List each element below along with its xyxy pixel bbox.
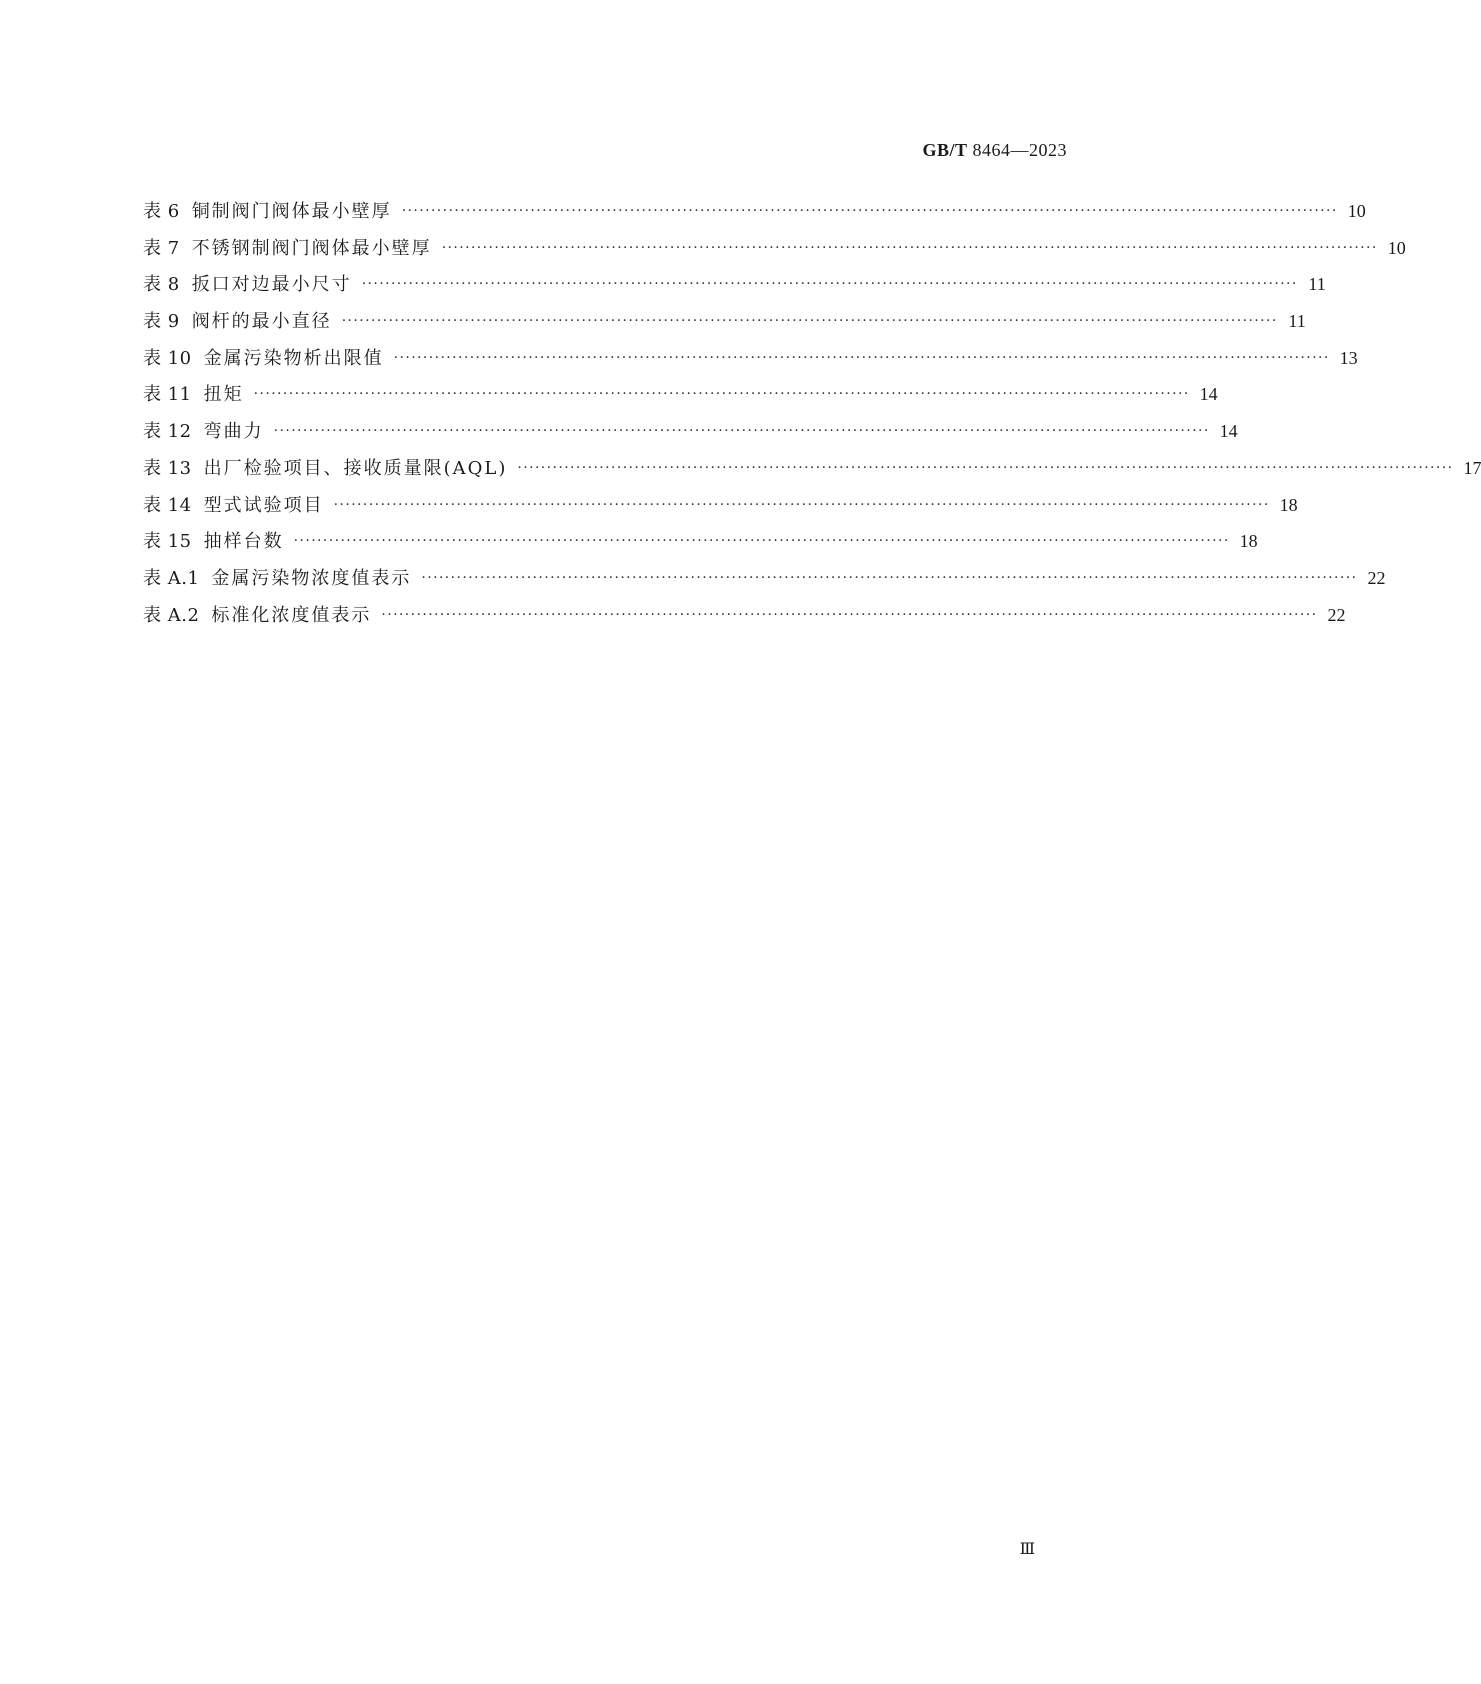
toc-dot-leader: ································································································································································ bbox=[293, 533, 1230, 550]
toc-entry-title: 抽样台数 bbox=[203, 531, 284, 553]
toc-entry-page: 10 bbox=[1347, 201, 1366, 221]
toc-entry[interactable] bbox=[143, 527, 1258, 564]
toc-entry-number: 表 9 bbox=[143, 311, 180, 333]
toc-entry-title: 扳口对边最小尺寸 bbox=[191, 274, 352, 296]
toc-dot-leader: ································································································································································ bbox=[253, 386, 1190, 403]
page-number: Ⅲ bbox=[1019, 1541, 1035, 1558]
toc-entry[interactable] bbox=[143, 197, 1366, 234]
toc-entry-title: 金属污染物析出限值 bbox=[203, 347, 384, 369]
toc-entry-title: 不锈钢制阀门阀体最小壁厚 bbox=[191, 237, 432, 259]
toc-entry-number: 表 14 bbox=[143, 494, 192, 516]
toc-entry[interactable] bbox=[143, 491, 1298, 528]
toc-entry-title: 标准化浓度值表示 bbox=[211, 604, 372, 626]
toc-entry[interactable] bbox=[143, 380, 1218, 417]
toc-entry[interactable] bbox=[143, 307, 1306, 344]
toc-entry-title: 阀杆的最小直径 bbox=[191, 311, 332, 333]
toc-entry-page: 11 bbox=[1308, 274, 1326, 295]
toc-entry[interactable] bbox=[143, 417, 1238, 454]
toc-entry[interactable] bbox=[143, 454, 1481, 491]
toc-entry-page: 11 bbox=[1288, 311, 1306, 332]
toc-entry-number: 表 11 bbox=[143, 384, 192, 406]
toc-entry-number: 表 15 bbox=[143, 531, 192, 553]
toc-dot-leader: ································································································································································ bbox=[273, 423, 1210, 440]
toc-entry[interactable] bbox=[143, 601, 1346, 638]
toc-entry-number: 表 12 bbox=[143, 421, 192, 443]
toc-dot-leader: ································································································································································ bbox=[361, 276, 1298, 293]
toc-entry-title: 铜制阀门阀体最小壁厚 bbox=[191, 201, 392, 222]
toc-entry-number: 表 6 bbox=[143, 201, 180, 222]
toc-entry[interactable] bbox=[143, 270, 1326, 307]
toc-entry-number: 表 A.1 bbox=[143, 567, 200, 589]
toc-entry-page: 13 bbox=[1339, 347, 1358, 368]
toc-entry-number: 表 10 bbox=[143, 347, 192, 369]
toc-entry[interactable] bbox=[143, 344, 1358, 381]
toc-entry-title: 扭矩 bbox=[203, 384, 244, 406]
toc-dot-leader: ································································································································································ bbox=[393, 349, 1330, 366]
toc-entry-page: 14 bbox=[1219, 421, 1238, 442]
toc-dot-leader: ································································································································································ bbox=[421, 569, 1358, 586]
toc-entry[interactable] bbox=[143, 564, 1386, 601]
toc-entry-title: 弯曲力 bbox=[203, 421, 264, 443]
table-of-contents bbox=[143, 197, 1481, 637]
toc-entry-number: 表 A.2 bbox=[143, 604, 200, 626]
toc-entry-page: 22 bbox=[1367, 567, 1386, 588]
standard-prefix: GB/T bbox=[922, 140, 968, 160]
toc-entry[interactable] bbox=[143, 234, 1406, 271]
toc-dot-leader: ································································································································································ bbox=[341, 313, 1278, 330]
toc-entry-page: 17 bbox=[1463, 457, 1481, 478]
toc-entry-number: 表 8 bbox=[143, 274, 180, 296]
toc-dot-leader: ································································································································································ bbox=[517, 459, 1454, 476]
standard-code-header bbox=[922, 140, 1067, 161]
toc-dot-leader: ································································································································································ bbox=[381, 606, 1318, 623]
toc-entry-title: 金属污染物浓度值表示 bbox=[211, 567, 412, 589]
toc-entry-page: 14 bbox=[1199, 384, 1218, 405]
toc-entry-title: 型式试验项目 bbox=[203, 494, 324, 516]
toc-entry-number: 表 13 bbox=[143, 457, 192, 479]
toc-entry-page: 10 bbox=[1387, 237, 1406, 258]
toc-entry-number: 表 7 bbox=[143, 237, 180, 259]
toc-dot-leader: ································································································································································ bbox=[333, 496, 1270, 513]
toc-entry-page: 18 bbox=[1239, 531, 1258, 552]
toc-dot-leader: ································································································································································ bbox=[441, 239, 1378, 256]
toc-entry-title: 出厂检验项目、接收质量限(AQL) bbox=[203, 457, 508, 479]
toc-entry-page: 18 bbox=[1279, 494, 1298, 515]
toc-entry-page: 22 bbox=[1327, 604, 1346, 625]
toc-dot-leader: ································································································································································ bbox=[401, 203, 1338, 219]
standard-number: 8464—2023 bbox=[972, 140, 1067, 160]
